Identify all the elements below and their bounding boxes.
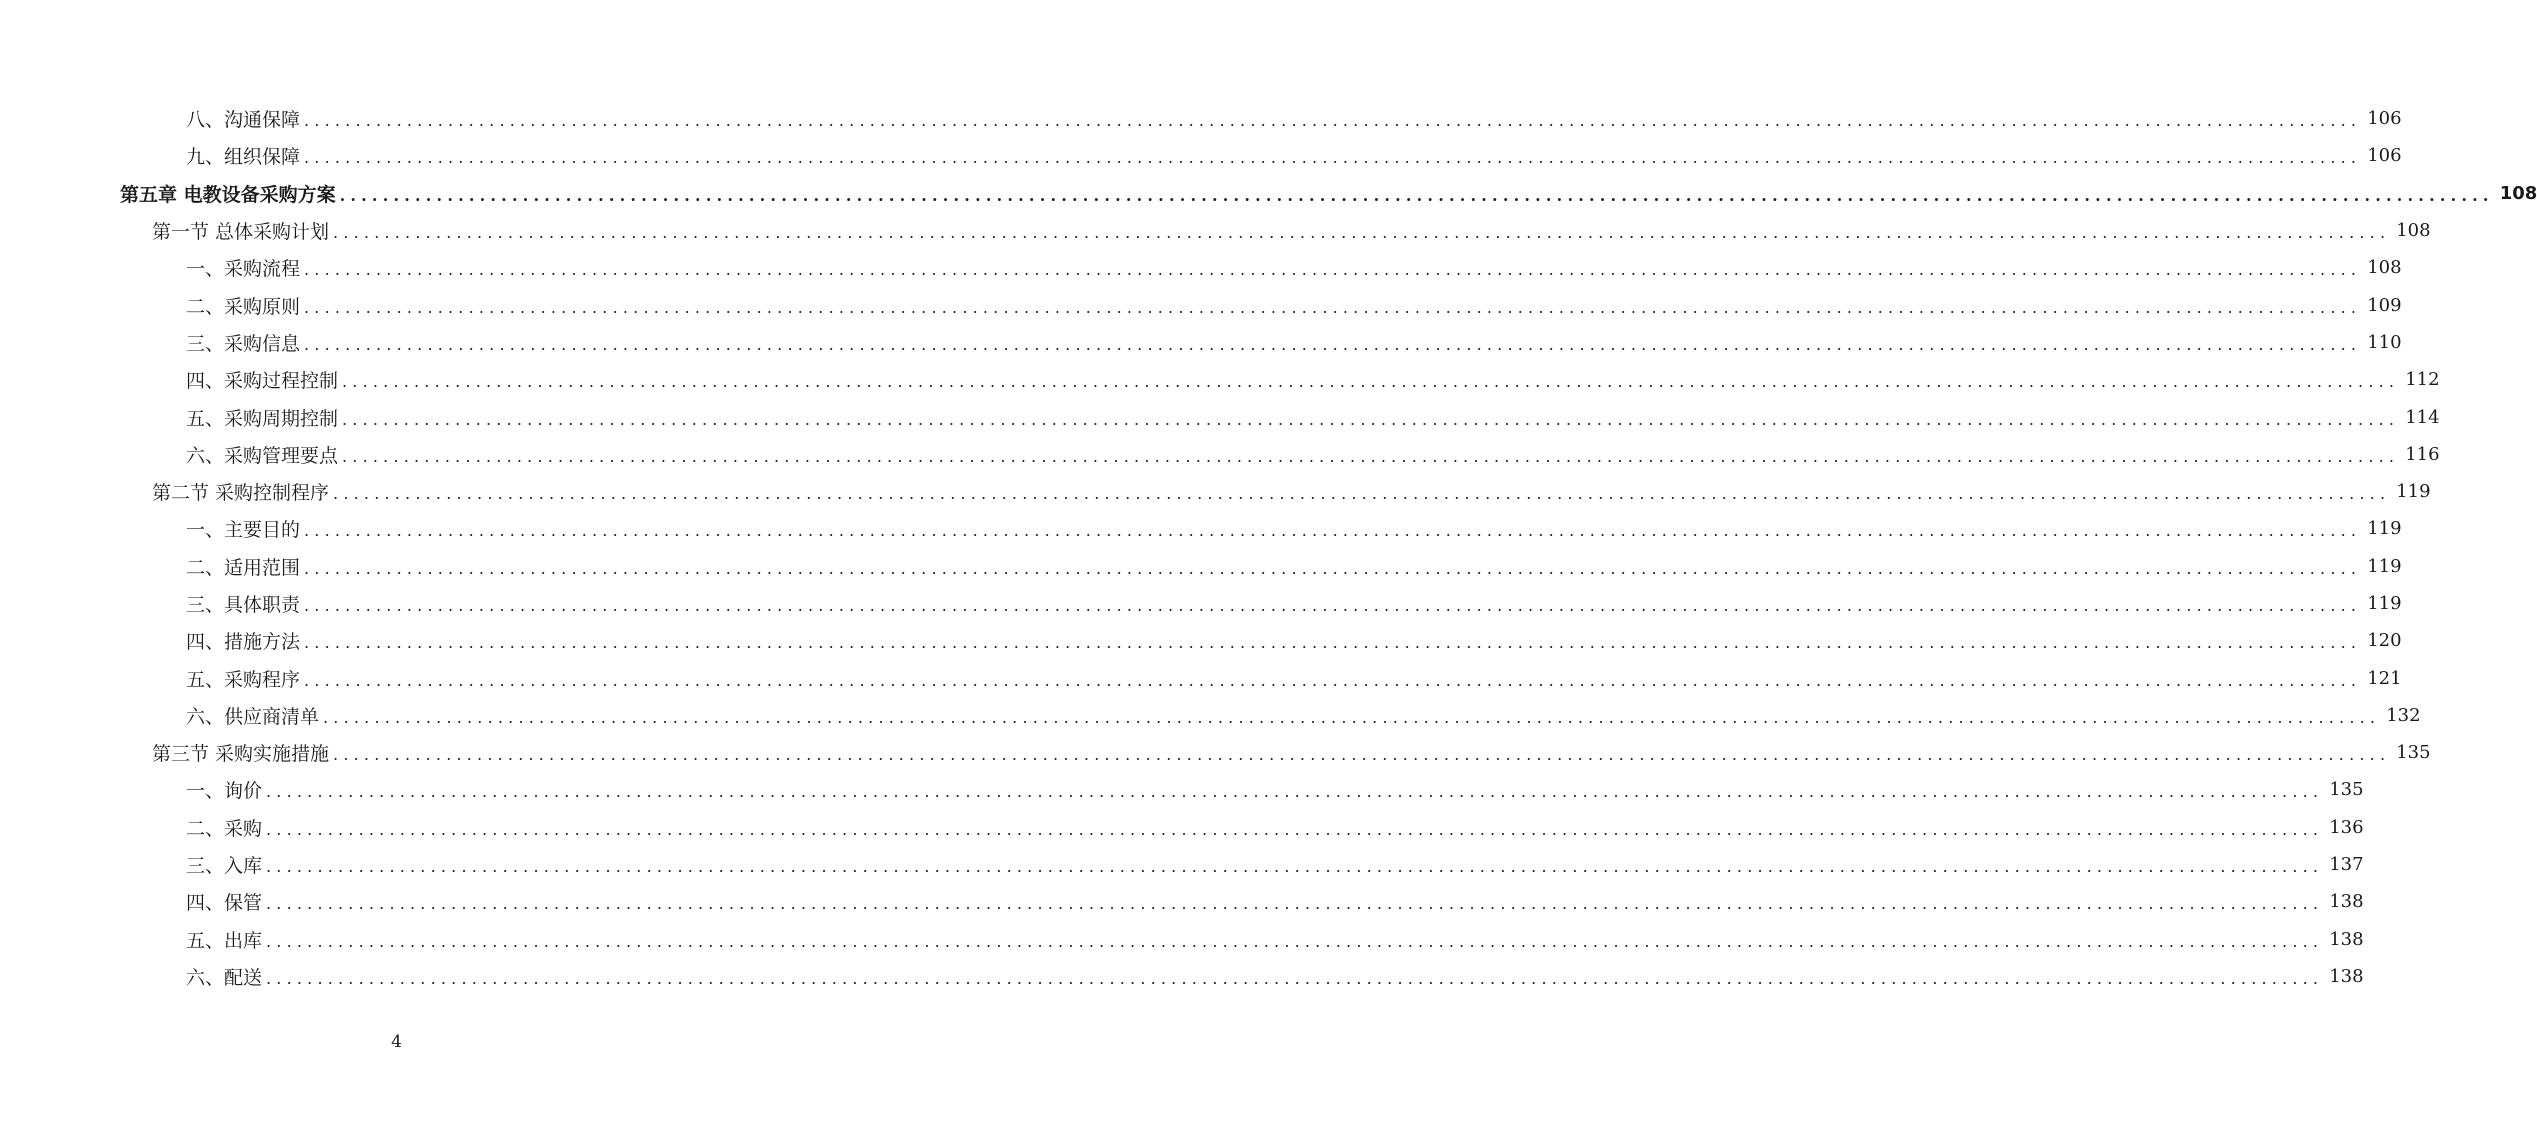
toc-entry-page: 108 (2367, 257, 2402, 279)
toc-item-entry[interactable] (0, 436, 2440, 473)
toc-entry-page: 108 (2499, 182, 2537, 204)
toc-leader-dots: ........................................................................................................................................................................................................ (342, 409, 2400, 429)
toc-entry-page: 109 (2367, 294, 2402, 316)
toc-leader-dots: ........................................................................................................................................................................................................ (304, 521, 2362, 541)
toc-section-entry[interactable] (0, 473, 2431, 510)
toc-entry-page: 138 (2329, 891, 2364, 913)
toc-entry-label: 第五章 电教设备采购方案 (120, 180, 340, 207)
toc-section-entry[interactable] (0, 734, 2431, 771)
toc-leader-dots: ........................................................................................................................................................................................................ (333, 223, 2391, 243)
toc-leader-dots: ........................................................................................................................................................................................................ (342, 446, 2400, 466)
toc-entry-page: 135 (2396, 742, 2431, 764)
toc-leader-dots: ........................................................................................................................................................................................................ (333, 745, 2391, 765)
toc-item-entry[interactable] (0, 324, 2402, 361)
toc-leader-dots: ........................................................................................................................................................................................................ (304, 111, 2362, 131)
toc-item-entry[interactable] (0, 548, 2402, 585)
toc-entry-label: 一、询价 (186, 776, 266, 803)
toc-item-entry[interactable] (0, 697, 2421, 734)
toc-entry-label: 三、采购信息 (186, 329, 304, 356)
toc-leader-dots: ........................................................................................................................................................................................................ (304, 670, 2362, 690)
toc-leader-dots: ........................................................................................................................................................................................................ (266, 819, 2324, 839)
toc-leader-dots: ........................................................................................................................................................................................................ (304, 558, 2362, 578)
toc-entry-page: 135 (2329, 779, 2364, 801)
toc-entry-label: 五、出库 (186, 926, 266, 953)
toc-entry-label: 五、采购程序 (186, 665, 304, 692)
toc-entry-page: 106 (2367, 108, 2402, 130)
toc-entry-page: 138 (2329, 928, 2364, 950)
toc-entry-label: 三、入库 (186, 851, 266, 878)
toc-entry-page: 119 (2396, 481, 2431, 503)
toc-entry-page: 138 (2329, 965, 2364, 987)
toc-leader-dots: ........................................................................................................................................................................................................ (333, 484, 2391, 504)
toc-entry-label: 一、主要目的 (186, 515, 304, 542)
toc-leader-dots: ........................................................................................................................................................................................................ (304, 334, 2362, 354)
toc-item-entry[interactable] (0, 771, 2364, 808)
toc-item-entry[interactable] (0, 100, 2402, 137)
toc-entry-page: 108 (2396, 220, 2431, 242)
toc-item-entry[interactable] (0, 510, 2402, 547)
toc-entry-label: 四、保管 (186, 888, 266, 915)
toc-leader-dots: ........................................................................................................................................................................................................ (304, 596, 2362, 615)
toc-item-entry[interactable] (0, 249, 2402, 286)
toc-entry-label: 六、采购管理要点 (186, 441, 342, 468)
toc-leader-dots: ........................................................................................................................................................................................................ (339, 185, 2494, 205)
toc-item-entry[interactable] (0, 622, 2402, 659)
toc-leader-dots: ........................................................................................................................................................................................................ (323, 707, 2381, 727)
toc-entry-label: 一、采购流程 (186, 254, 304, 281)
toc-entry-label: 二、适用范围 (186, 553, 304, 580)
toc-item-entry[interactable] (0, 846, 2364, 883)
toc-entry-page: 116 (2405, 443, 2440, 465)
toc-item-entry[interactable] (0, 398, 2440, 435)
toc-item-entry[interactable] (0, 883, 2364, 920)
toc-item-entry[interactable] (0, 585, 2402, 622)
toc-leader-dots: ........................................................................................................................................................................................................ (266, 968, 2324, 988)
toc-leader-dots: ........................................................................................................................................................................................................ (304, 260, 2362, 280)
toc-entry-page: 121 (2367, 667, 2402, 689)
toc-entry-label: 四、措施方法 (186, 627, 304, 654)
toc-entry-page: 120 (2367, 630, 2402, 652)
toc-item-entry[interactable] (0, 137, 2402, 174)
toc-entry-label: 第二节 采购控制程序 (152, 478, 333, 505)
toc-entry-page: 114 (2405, 406, 2440, 428)
toc-entry-page: 110 (2367, 331, 2402, 353)
toc-entry-label: 六、配送 (186, 963, 266, 990)
toc-entry-page: 119 (2367, 555, 2402, 577)
toc-leader-dots: ........................................................................................................................................................................................................ (266, 894, 2324, 914)
toc-chapter-entry[interactable] (0, 175, 2537, 212)
toc-entry-label: 八、沟通保障 (186, 105, 304, 132)
toc-entry-label: 九、组织保障 (186, 142, 304, 169)
toc-entry-label: 四、采购过程控制 (186, 366, 342, 393)
toc-item-entry[interactable] (0, 659, 2402, 696)
toc-entry-page: 119 (2367, 593, 2402, 614)
toc-entry-page: 132 (2386, 704, 2421, 726)
toc-item-entry[interactable] (0, 286, 2402, 323)
toc-item-entry[interactable] (0, 809, 2364, 846)
toc-item-entry[interactable] (0, 958, 2364, 995)
toc-entry-page: 119 (2367, 518, 2402, 540)
toc-entry-page: 106 (2367, 145, 2402, 167)
toc-entry-label: 第三节 采购实施措施 (152, 739, 333, 766)
page-number: 4 (391, 1032, 402, 1052)
toc-entry-label: 五、采购周期控制 (186, 404, 342, 431)
toc-leader-dots: ........................................................................................................................................................................................................ (342, 372, 2400, 392)
toc-item-entry[interactable] (0, 921, 2364, 958)
toc-entry-label: 三、具体职责 (186, 590, 304, 617)
toc-leader-dots: ........................................................................................................................................................................................................ (304, 297, 2362, 317)
toc-leader-dots: ........................................................................................................................................................................................................ (266, 782, 2324, 802)
toc-leader-dots: ........................................................................................................................................................................................................ (266, 931, 2324, 951)
toc-entry-label: 第一节 总体采购计划 (152, 217, 333, 244)
toc-entry-label: 二、采购原则 (186, 292, 304, 319)
toc-entry-page: 136 (2329, 816, 2364, 838)
toc-item-entry[interactable] (0, 361, 2440, 398)
toc-entry-page: 137 (2329, 854, 2364, 876)
toc-entry-label: 二、采购 (186, 814, 266, 841)
toc-entry-page: 112 (2405, 369, 2440, 391)
table-of-contents (0, 100, 2537, 995)
toc-section-entry[interactable] (0, 212, 2431, 249)
toc-leader-dots: ........................................................................................................................................................................................................ (266, 857, 2324, 877)
toc-leader-dots: ........................................................................................................................................................................................................ (304, 633, 2362, 653)
toc-entry-label: 六、供应商清单 (186, 702, 323, 729)
toc-leader-dots: ........................................................................................................................................................................................................ (304, 148, 2362, 168)
